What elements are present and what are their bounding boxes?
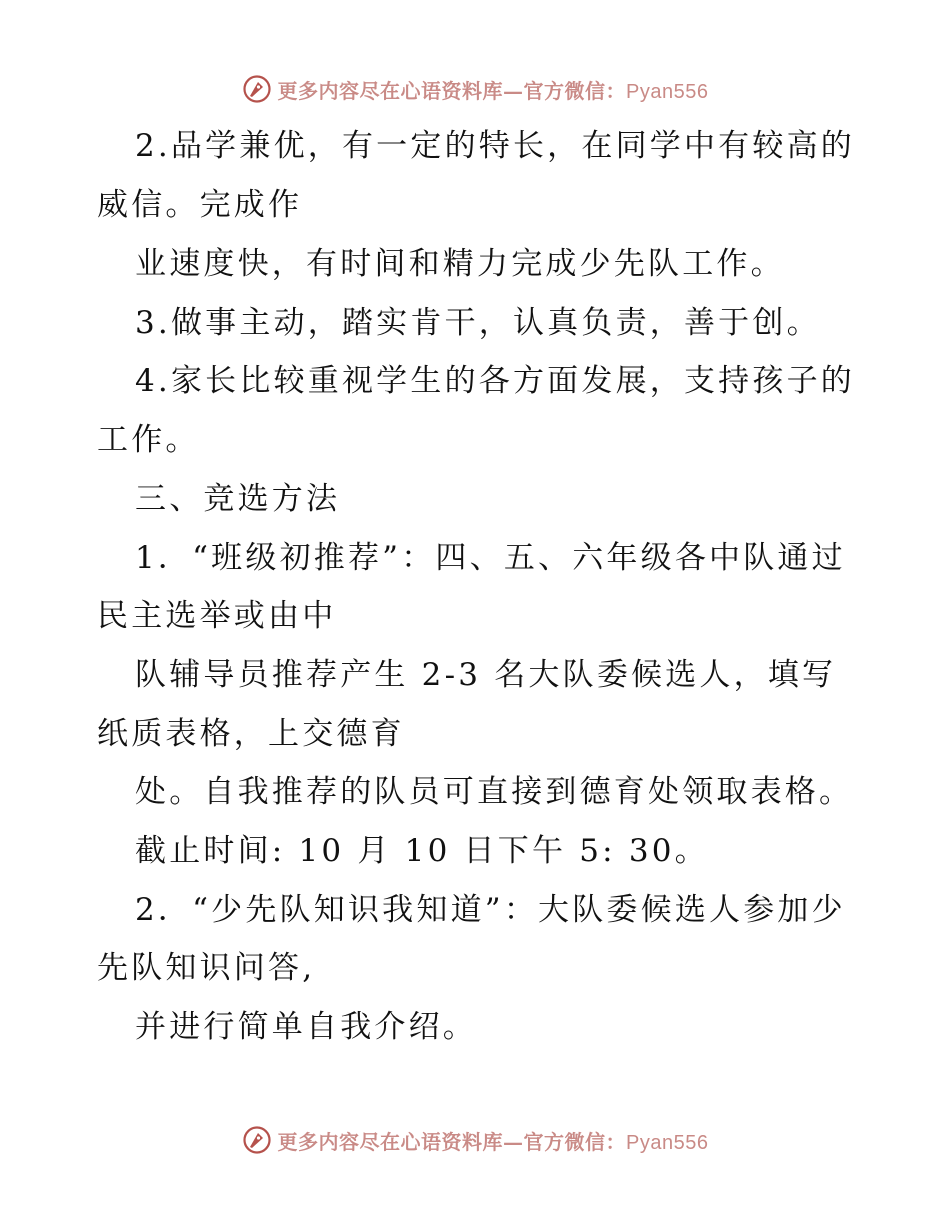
- paragraph-line: 威信。完成作: [97, 187, 303, 223]
- paragraph-line: 队辅导员推荐产生 2-3 名大队委候选人，填写: [135, 657, 837, 693]
- paragraph-line: 2．“少先队知识我知道”：大队委候选人参加少: [135, 892, 846, 928]
- paragraph-line: 处。自我推荐的队员可直接到德育处领取表格。: [135, 774, 854, 810]
- pen-nib-logo-icon: [242, 1125, 272, 1155]
- footer-watermark: [0, 1123, 950, 1157]
- paragraph-line: 截止时间: 10 月 10 日下午 5: 30。: [135, 833, 709, 869]
- paragraph-line: 2.品学兼优，有一定的特长，在同学中有较高的: [135, 128, 855, 164]
- paragraph-line: 工作。: [97, 422, 200, 458]
- paragraph-line: 并进行简单自我介绍。: [135, 1009, 477, 1045]
- paragraph-line: 纸质表格，上交德育: [97, 716, 405, 752]
- paragraph-line: 民主选举或由中: [97, 598, 337, 634]
- paragraph-line: 业速度快，有时间和精力完成少先队工作。: [135, 246, 785, 282]
- watermark-text: 更多内容尽在心语资料库—官方微信：: [277, 78, 627, 103]
- watermark-wechat-id: Pyan556: [626, 80, 709, 103]
- paragraph-line: 先队知识问答,: [97, 950, 316, 986]
- watermark-text: 更多内容尽在心语资料库—官方微信：: [277, 1129, 627, 1154]
- paragraph-line: 1．“班级初推荐”：四、五、六年级各中队通过: [135, 540, 846, 576]
- watermark-wechat-id: Pyan556: [626, 1131, 709, 1154]
- paragraph-line: 4.家长比较重视学生的各方面发展，支持孩子的: [135, 363, 855, 399]
- paragraph-line: 3.做事主动，踏实肯干，认真负责，善于创。: [135, 305, 821, 341]
- section-heading: 三、竞选方法: [135, 481, 341, 517]
